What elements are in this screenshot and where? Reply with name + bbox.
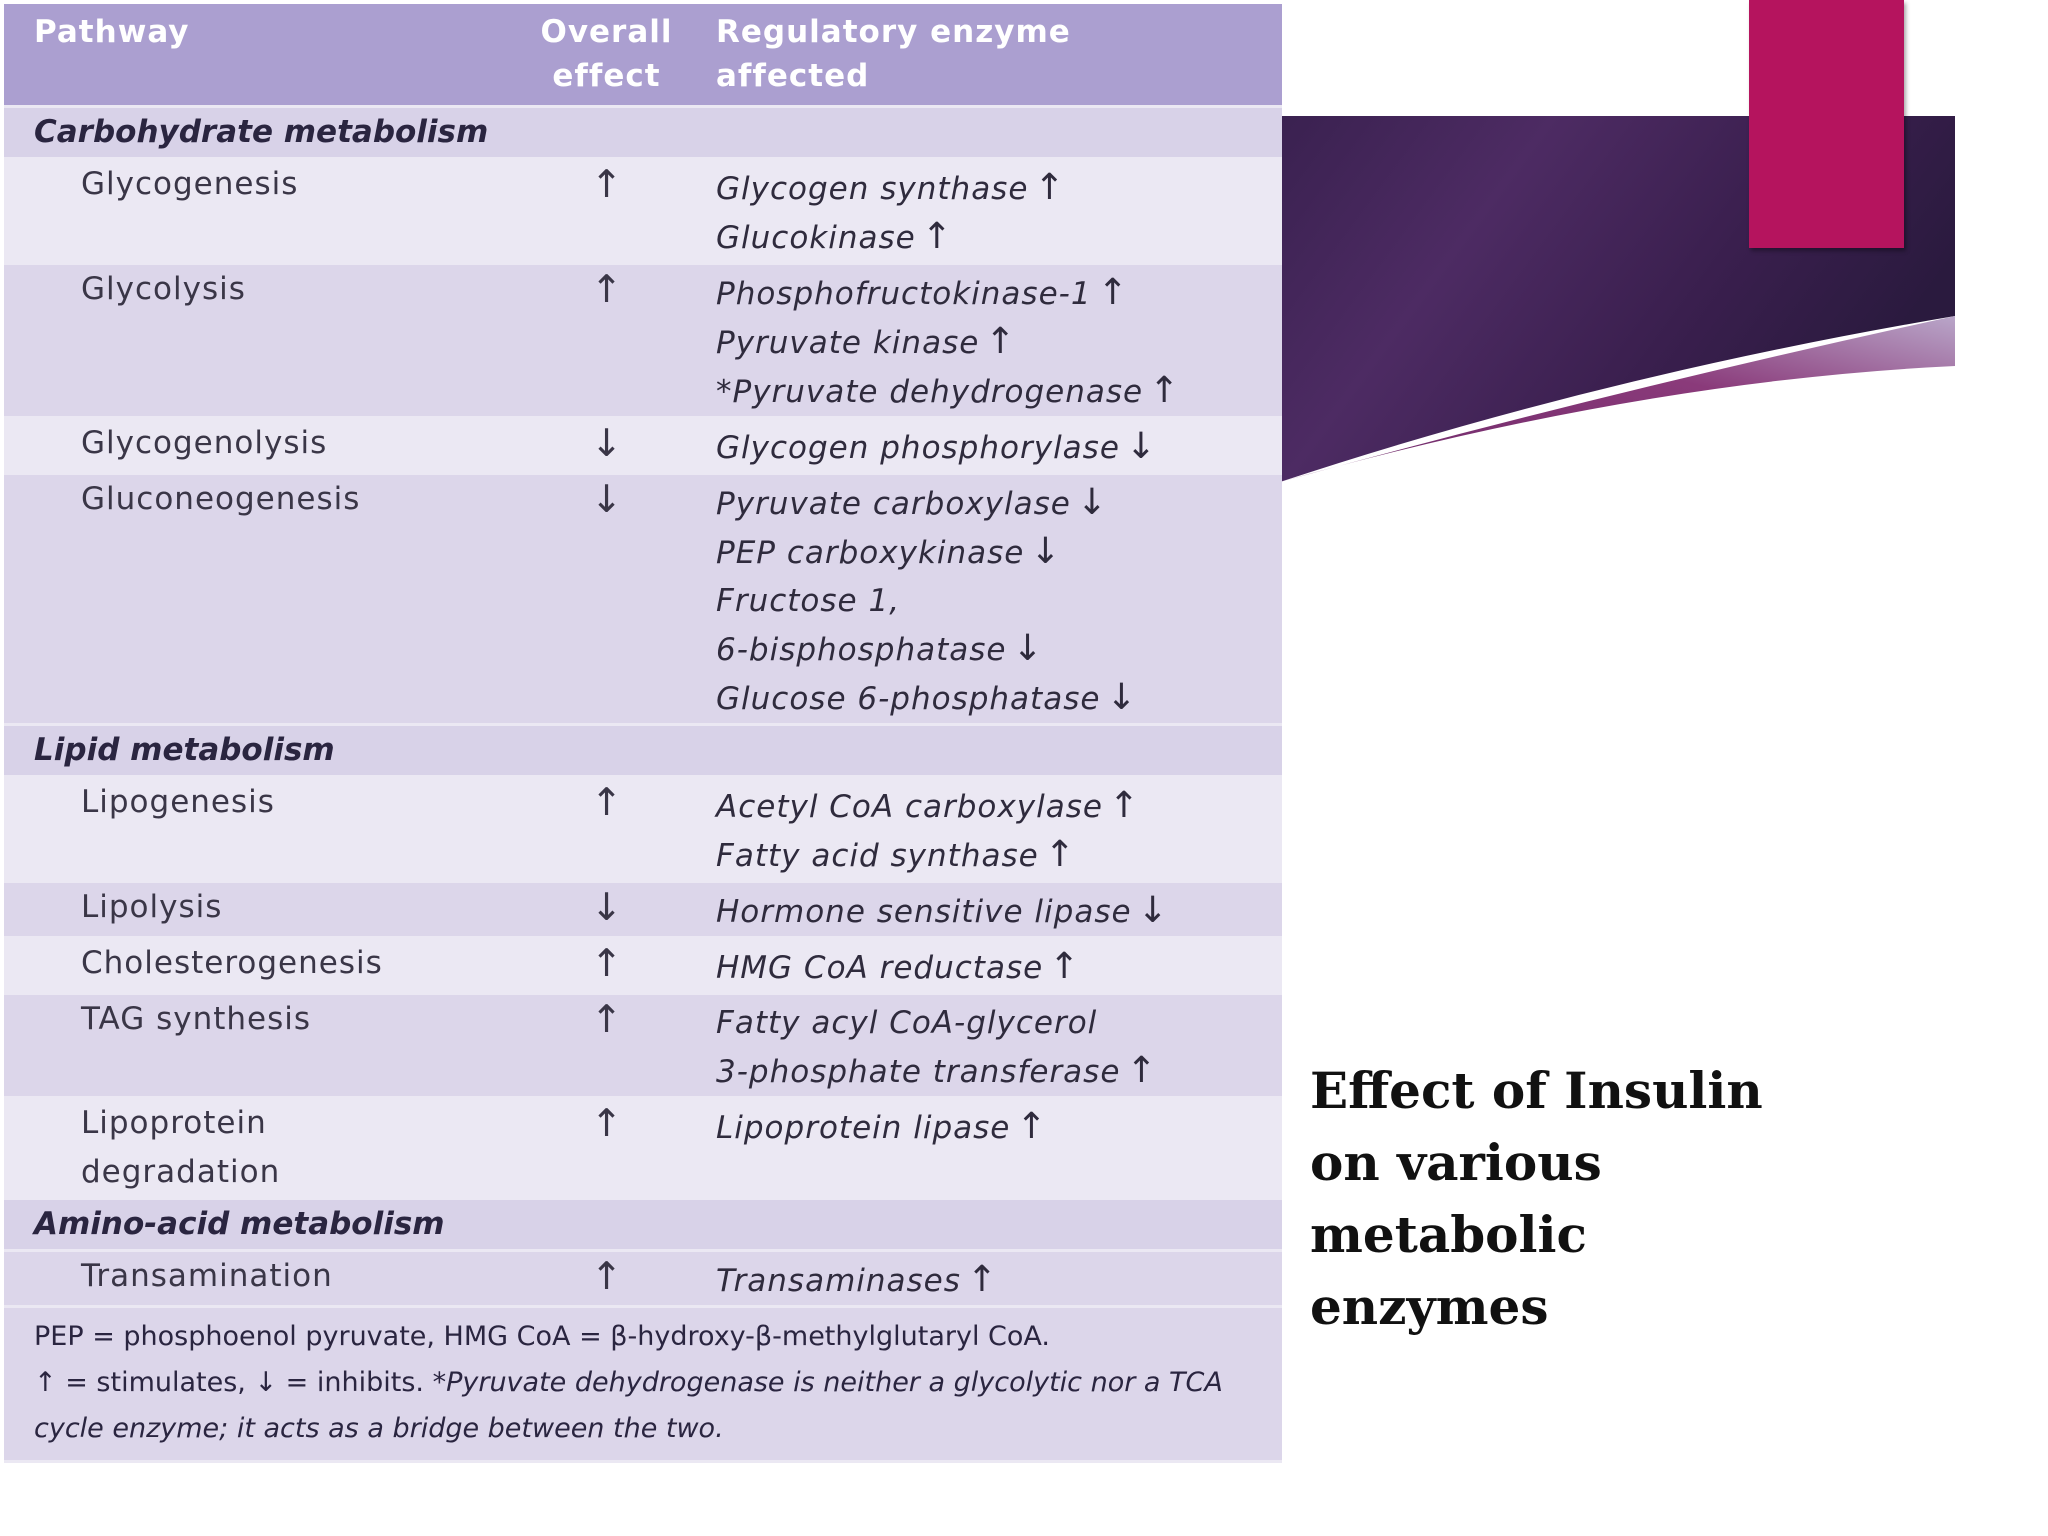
enzyme-name: Pyruvate kinase: [716, 324, 980, 361]
pathway-cell: Lipoprotein degradation: [4, 1097, 497, 1198]
enzyme-effect-arrow: ↑: [1044, 833, 1076, 875]
pathway-cell: TAG synthesis: [4, 993, 497, 1097]
enzyme-effect-arrow: ↓: [1030, 530, 1062, 572]
pathway-cell: Lipogenesis: [4, 776, 497, 881]
enzyme-line: [716, 577, 1282, 625]
enzyme-effect-arrow: ↑: [1149, 369, 1181, 411]
enzyme-name: Hormone sensitive lipase: [716, 893, 1132, 930]
enzyme-line: [716, 423, 1282, 472]
enzyme-cell: [716, 1097, 1282, 1198]
table-row: [4, 473, 1282, 724]
enzyme-line: [716, 269, 1282, 318]
insulin-enzyme-table: [4, 4, 1282, 1463]
section-row: [4, 106, 1282, 158]
table-row: [4, 937, 1282, 993]
table-row: [4, 263, 1282, 417]
enzyme-name: 6-bisphosphatase: [716, 631, 1007, 668]
effect-arrow: ↓: [497, 417, 716, 473]
enzyme-line: [716, 943, 1282, 992]
enzyme-effect-arrow: ↑: [921, 215, 953, 257]
pathway-cell: Cholesterogenesis: [4, 937, 497, 993]
enzyme-line: [716, 782, 1282, 831]
enzyme-line: [716, 887, 1282, 936]
enzyme-name: Glycogen synthase: [716, 170, 1029, 207]
header-overall-effect: Overall effect: [497, 4, 716, 106]
enzyme-line: [716, 1256, 1282, 1305]
enzyme-effect-arrow: ↑: [1097, 271, 1129, 313]
accent-block: [1749, 0, 1904, 248]
pathway-cell: Glycogenesis: [4, 158, 497, 263]
section-title: Lipid metabolism: [4, 724, 1282, 776]
enzyme-effect-arrow: ↓: [1137, 889, 1169, 931]
enzyme-cell: [716, 158, 1282, 263]
pathway-cell: Glycogenolysis: [4, 417, 497, 473]
footnote: [4, 1306, 1282, 1461]
enzyme-line: [716, 831, 1282, 880]
enzyme-line: [716, 528, 1282, 577]
enzyme-name: Pyruvate carboxylase: [716, 485, 1071, 522]
enzyme-name: Transaminases: [716, 1262, 961, 1299]
enzyme-effect-arrow: ↓: [1012, 627, 1044, 669]
enzyme-name: Glucose 6-phosphatase: [716, 680, 1101, 717]
pathway-cell: Glycolysis: [4, 263, 497, 417]
enzyme-cell: [716, 473, 1282, 724]
enzyme-name: Fatty acyl CoA-glycerol: [716, 1004, 1098, 1041]
enzyme-effect-arrow: ↑: [1034, 166, 1066, 208]
effect-arrow: ↑: [497, 1250, 716, 1306]
table-row: [4, 1097, 1282, 1198]
enzyme-name: Glycogen phosphorylase: [716, 429, 1120, 466]
enzyme-name: Glucokinase: [716, 219, 916, 256]
enzyme-line: [716, 164, 1282, 213]
enzyme-effect-arrow: ↑: [1016, 1105, 1048, 1147]
enzyme-name: Fatty acid synthase: [716, 837, 1039, 874]
effect-arrow: ↑: [497, 263, 716, 417]
enzyme-effect-arrow: ↓: [1125, 425, 1158, 467]
enzyme-effect-arrow: ↑: [985, 320, 1017, 362]
pathway-cell: Lipolysis: [4, 881, 497, 937]
effect-arrow: ↑: [497, 937, 716, 993]
footnote-legend: [34, 1360, 1260, 1452]
enzyme-effect-arrow: ↑: [1049, 945, 1081, 987]
table-row: [4, 881, 1282, 937]
pathway-cell: Transamination: [4, 1250, 497, 1306]
footnote-note: *Pyruvate dehydrogenase is neither a glycolytic nor a TCA cycle enzyme; it acts as a bridge between the two.: [34, 1366, 1223, 1444]
enzyme-line: [716, 1047, 1282, 1096]
enzyme-effect-arrow: ↓: [1076, 481, 1108, 523]
enzyme-name: Lipoprotein lipase: [716, 1109, 1011, 1146]
enzyme-name: HMG CoA reductase: [716, 949, 1044, 986]
enzyme-cell: [716, 776, 1282, 881]
table-row: [4, 776, 1282, 881]
enzyme-cell: [716, 881, 1282, 937]
footnote-row: [4, 1306, 1282, 1461]
header-regulatory-enzyme: Regulatory enzyme affected: [716, 4, 1282, 106]
effect-arrow: ↑: [497, 158, 716, 263]
section-row: [4, 1198, 1282, 1250]
enzyme-name: *Pyruvate dehydrogenase: [716, 373, 1144, 410]
enzyme-name: Phosphofructokinase-1: [716, 275, 1092, 312]
enzyme-line: [716, 318, 1282, 367]
effect-arrow: ↓: [497, 473, 716, 724]
footnote-arrow-legend: ↑ = stimulates, ↓ = inhibits.: [34, 1366, 424, 1398]
section-title: Amino-acid metabolism: [4, 1198, 1282, 1250]
pathway-cell: Gluconeogenesis: [4, 473, 497, 724]
table-row: [4, 993, 1282, 1097]
enzyme-name: Fructose 1,: [716, 582, 901, 619]
enzyme-effect-arrow: ↑: [1126, 1049, 1158, 1091]
table-row: [4, 417, 1282, 473]
table-row: [4, 158, 1282, 263]
enzyme-cell: [716, 993, 1282, 1097]
enzyme-effect-arrow: ↓: [1106, 676, 1138, 718]
effect-arrow: ↑: [497, 1097, 716, 1198]
enzyme-line: [716, 213, 1282, 262]
enzyme-cell: [716, 1250, 1282, 1306]
enzyme-cell: [716, 937, 1282, 993]
table-header-row: [4, 4, 1282, 106]
enzyme-name: PEP carboxykinase: [716, 534, 1025, 571]
effect-arrow: ↑: [497, 993, 716, 1097]
enzyme-name: 3-phosphate transferase: [716, 1053, 1121, 1090]
effect-arrow: ↓: [497, 881, 716, 937]
section-row: [4, 724, 1282, 776]
header-pathway: Pathway: [4, 4, 497, 106]
enzyme-cell: [716, 417, 1282, 473]
enzyme-line: [716, 1103, 1282, 1152]
enzyme-name: Acetyl CoA carboxylase: [716, 788, 1103, 825]
enzyme-effect-arrow: ↑: [966, 1258, 999, 1300]
enzyme-cell: [716, 263, 1282, 417]
enzyme-line: [716, 625, 1282, 674]
section-title: Carbohydrate metabolism: [4, 106, 1282, 158]
enzyme-line: [716, 367, 1282, 416]
enzyme-line: [716, 674, 1282, 723]
enzyme-effect-arrow: ↑: [1108, 784, 1141, 826]
table-row: [4, 1250, 1282, 1306]
effect-arrow: ↑: [497, 776, 716, 881]
enzyme-line: [716, 479, 1282, 528]
slide-title: Effect of Insulin on various metabolic enzymes: [1310, 1061, 1763, 1336]
enzyme-line: [716, 999, 1282, 1047]
footnote-abbreviations: PEP = phosphoenol pyruvate, HMG CoA = β-hydroxy-β-methylglutaryl CoA.: [34, 1320, 1050, 1352]
